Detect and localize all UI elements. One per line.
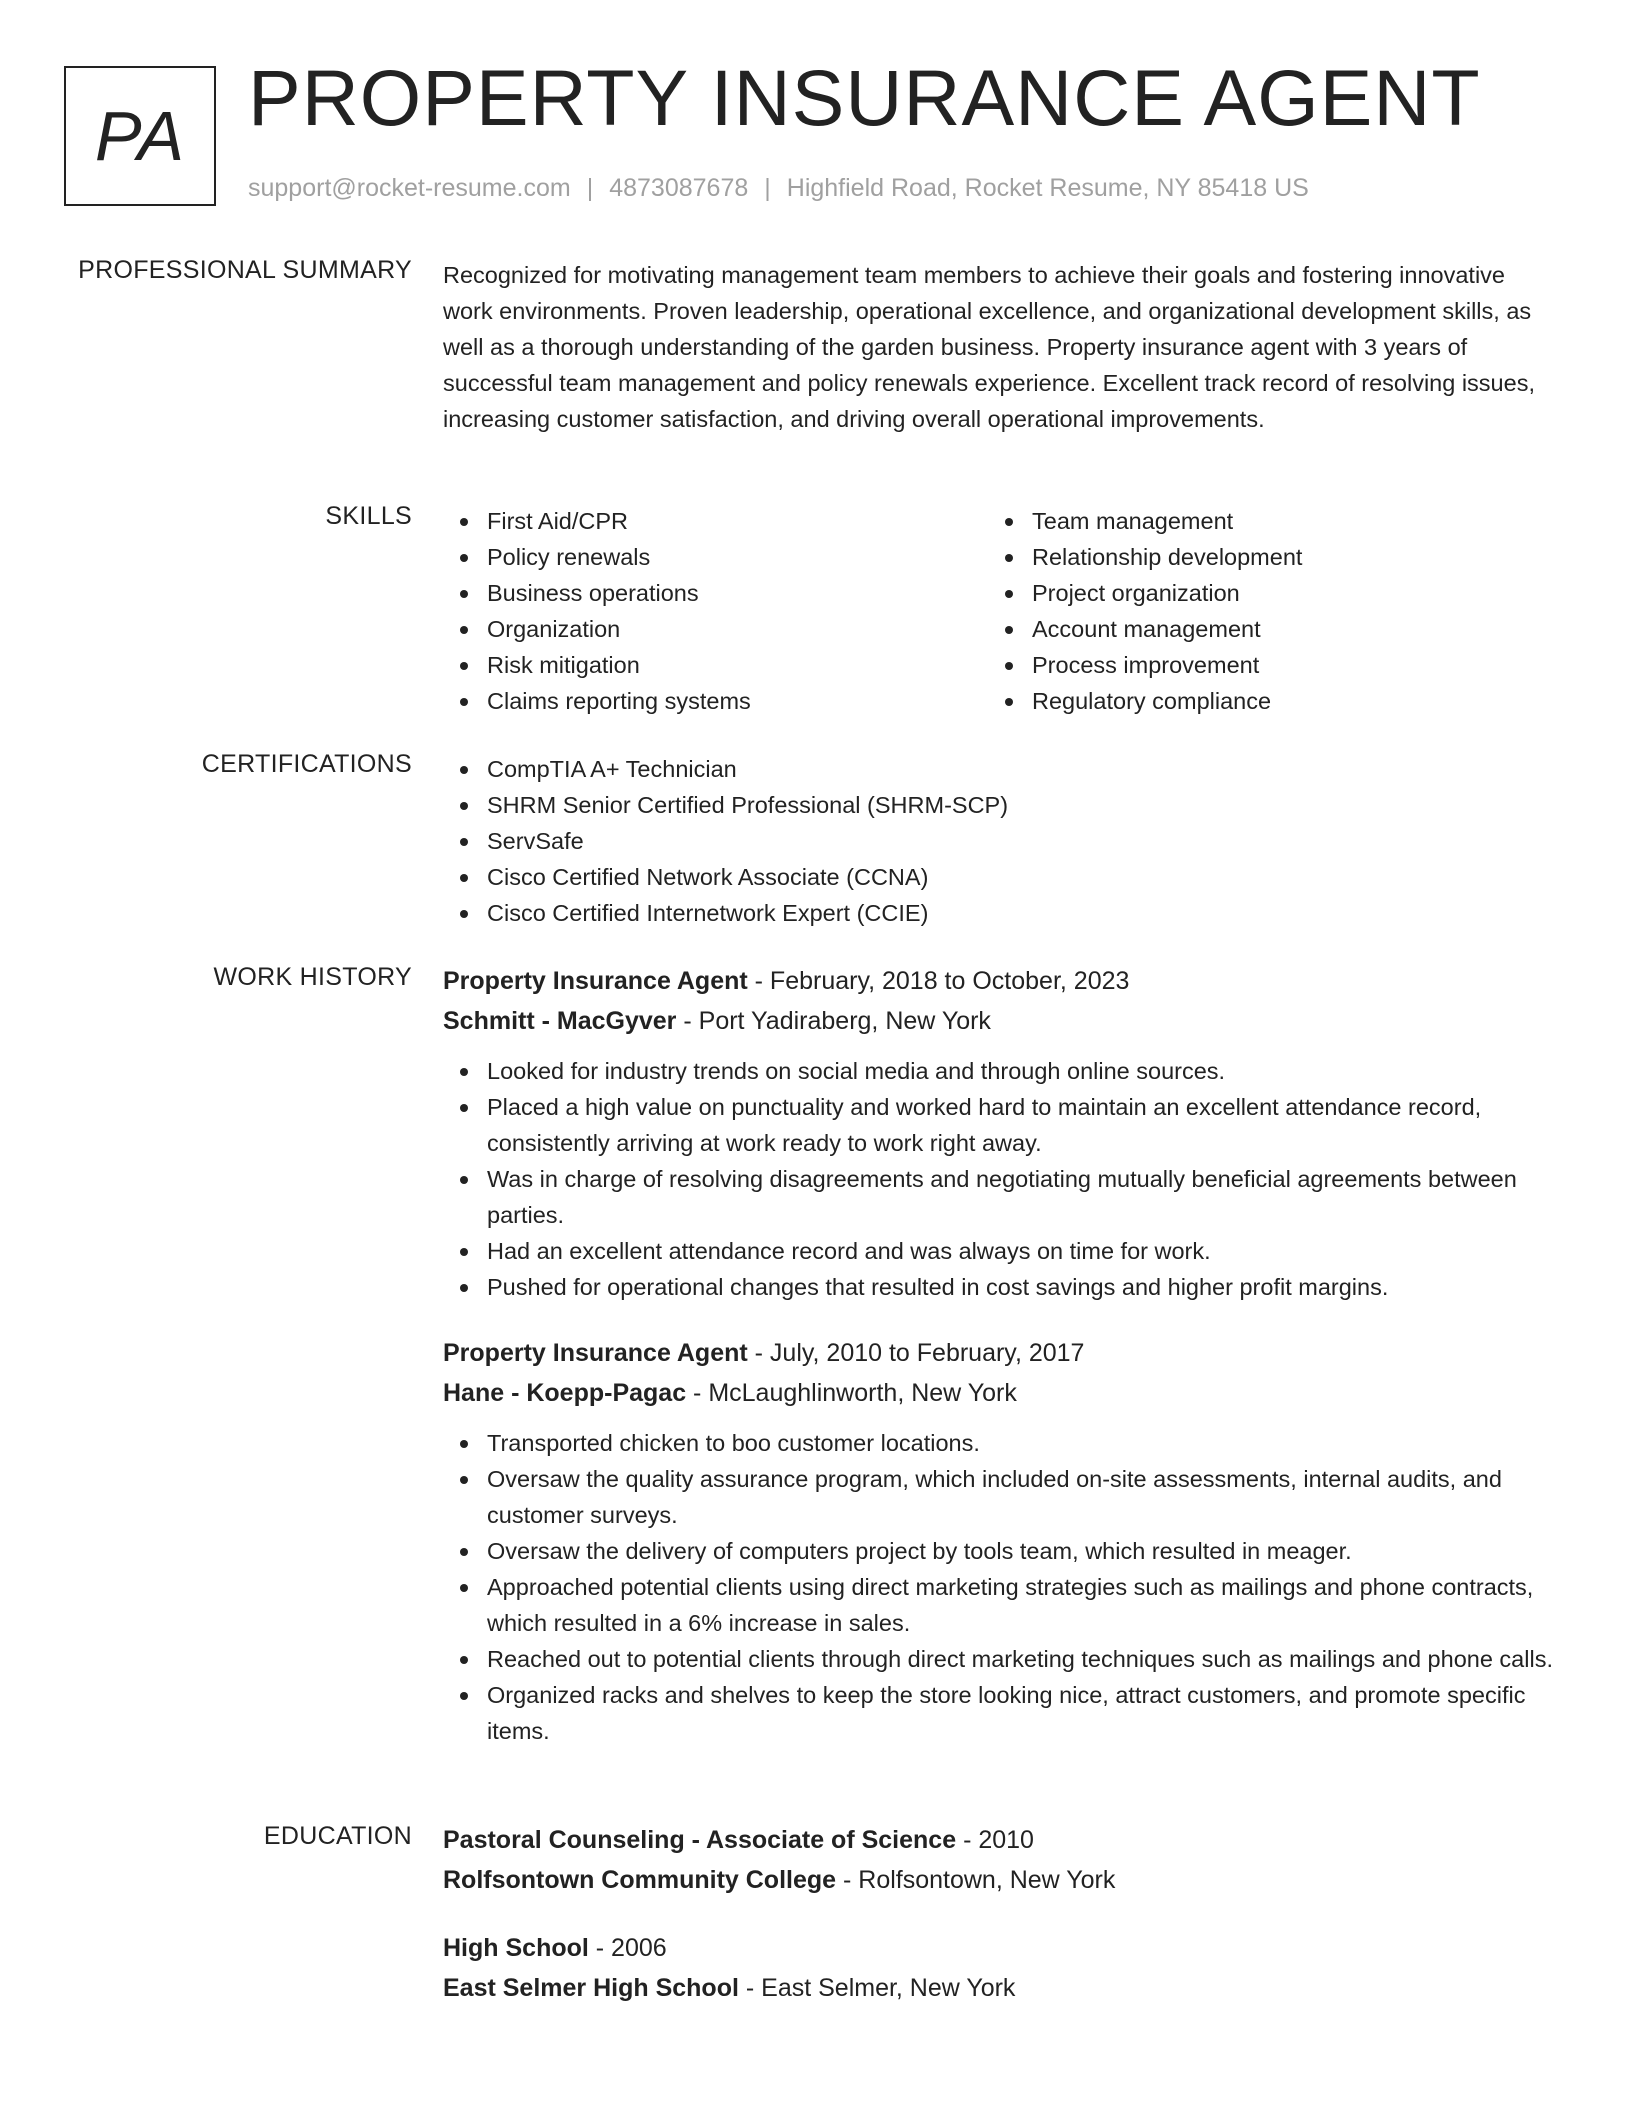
degree: Pastoral Counseling - Associate of Science xyxy=(443,1826,957,1854)
list-item: Looked for industry trends on social media and through online sources. xyxy=(487,1053,1553,1089)
contact-email: support@rocket-resume.com xyxy=(248,174,571,202)
job-dates: - February, 2018 to October, 2023 xyxy=(747,967,1130,995)
skills-body xyxy=(443,503,1553,719)
contact-line xyxy=(248,174,1309,203)
list-item: Approached potential clients using direct marketing strategies such as mailings and phone contracts, which resulted in a 6% increase in sales. xyxy=(487,1569,1553,1641)
education-entry xyxy=(443,1928,1553,2008)
list-item: Business operations xyxy=(487,575,988,611)
school-location: - East Selmer, New York xyxy=(738,1974,1016,2002)
job-company: Schmitt - MacGyver xyxy=(443,1007,677,1035)
graduation-year: - 2010 xyxy=(956,1826,1034,1854)
contact-separator: | xyxy=(586,174,594,202)
list-item: Claims reporting systems xyxy=(487,683,988,719)
skills-column-left xyxy=(443,503,988,719)
list-item: Process improvement xyxy=(1032,647,1533,683)
section-heading: WORK HISTORY xyxy=(213,963,412,991)
list-item: Was in charge of resolving disagreements and negotiating mutually beneficial agreements between parties. xyxy=(487,1161,1553,1233)
list-item: Oversaw the quality assurance program, which included on-site assessments, internal audits, and customer surveys. xyxy=(487,1461,1553,1533)
list-item: SHRM Senior Certified Professional (SHRM-SCP) xyxy=(487,787,1553,823)
job-entry xyxy=(443,1333,1553,1749)
job-location: - McLaughlinworth, New York xyxy=(686,1379,1017,1407)
degree: High School xyxy=(443,1934,589,1962)
job-title-line xyxy=(443,1333,1553,1373)
list-item: Reached out to potential clients through direct marketing techniques such as mailings and phone calls. xyxy=(487,1641,1553,1677)
list-item: Had an excellent attendance record and was always on time for work. xyxy=(487,1233,1553,1269)
certifications-body xyxy=(443,751,1553,931)
list-item: Team management xyxy=(1032,503,1533,539)
education-body xyxy=(443,1820,1553,2036)
job-title-line xyxy=(443,961,1553,1001)
list-item: Organization xyxy=(487,611,988,647)
list-item: Transported chicken to boo customer locations. xyxy=(487,1425,1553,1461)
section-heading: EDUCATION xyxy=(263,1822,412,1850)
graduation-year: - 2006 xyxy=(588,1934,667,1962)
job-entry xyxy=(443,961,1553,1305)
job-dates: - July, 2010 to February, 2017 xyxy=(747,1339,1085,1367)
contact-separator: | xyxy=(764,174,771,202)
list-item: Account management xyxy=(1032,611,1533,647)
job-location: - Port Yadiraberg, New York xyxy=(676,1007,991,1035)
work-history-body xyxy=(443,961,1553,1777)
list-item: Risk mitigation xyxy=(487,647,988,683)
school-name: Rolfsontown Community College xyxy=(443,1866,837,1894)
job-title: Property Insurance Agent xyxy=(443,967,748,995)
school-line xyxy=(443,1968,1553,2008)
school-location: - Rolfsontown, New York xyxy=(836,1866,1116,1894)
initials-monogram: PA xyxy=(64,66,216,206)
school-name: East Selmer High School xyxy=(443,1974,739,2002)
skills-column-right xyxy=(988,503,1533,719)
list-item: Placed a high value on punctuality and worked hard to maintain an excellent attendance record, consistently arriving at work ready to work right away. xyxy=(487,1089,1553,1161)
list-item: Pushed for operational changes that resulted in cost savings and higher profit margins. xyxy=(487,1269,1553,1305)
degree-line xyxy=(443,1928,1553,1968)
list-item: Oversaw the delivery of computers project by tools team, which resulted in meager. xyxy=(487,1533,1553,1569)
list-item: CompTIA A+ Technician xyxy=(487,751,1553,787)
contact-phone: 4873087678 xyxy=(609,174,749,202)
list-item: Cisco Certified Internetwork Expert (CCIE) xyxy=(487,895,1553,931)
section-heading: SKILLS xyxy=(325,502,412,530)
list-item: Relationship development xyxy=(1032,539,1533,575)
summary-text: Recognized for motivating management team members to achieve their goals and fostering innovative work environments. Proven leadership, operational excellence, and organizational development skills, as well as a thorough understanding of the garden business. Property insurance agent with 3 years of successful team management and policy renewals experience. Excellent track record of resolving issues, increasing customer satisfaction, and driving overall operational improvements. xyxy=(443,262,1535,432)
list-item: Project organization xyxy=(1032,575,1533,611)
education-entry xyxy=(443,1820,1553,1900)
job-company-line xyxy=(443,1001,1553,1041)
contact-address: Highfield Road, Rocket Resume, NY 85418 US xyxy=(786,174,1309,202)
degree-line xyxy=(443,1820,1553,1860)
resume-title: PROPERTY INSURANCE AGENT xyxy=(248,53,1481,142)
list-item: Policy renewals xyxy=(487,539,988,575)
section-heading: PROFESSIONAL SUMMARY xyxy=(78,256,412,284)
list-item: ServSafe xyxy=(487,823,1553,859)
job-title: Property Insurance Agent xyxy=(443,1339,748,1367)
list-item: Cisco Certified Network Associate (CCNA) xyxy=(487,859,1553,895)
list-item: First Aid/CPR xyxy=(487,503,988,539)
section-heading: CERTIFICATIONS xyxy=(201,750,412,778)
school-line xyxy=(443,1860,1553,1900)
list-item: Organized racks and shelves to keep the store looking nice, attract customers, and promote specific items. xyxy=(487,1677,1553,1749)
job-company-line xyxy=(443,1373,1553,1413)
list-item: Regulatory compliance xyxy=(1032,683,1533,719)
job-company: Hane - Koepp-Pagac xyxy=(443,1379,687,1407)
